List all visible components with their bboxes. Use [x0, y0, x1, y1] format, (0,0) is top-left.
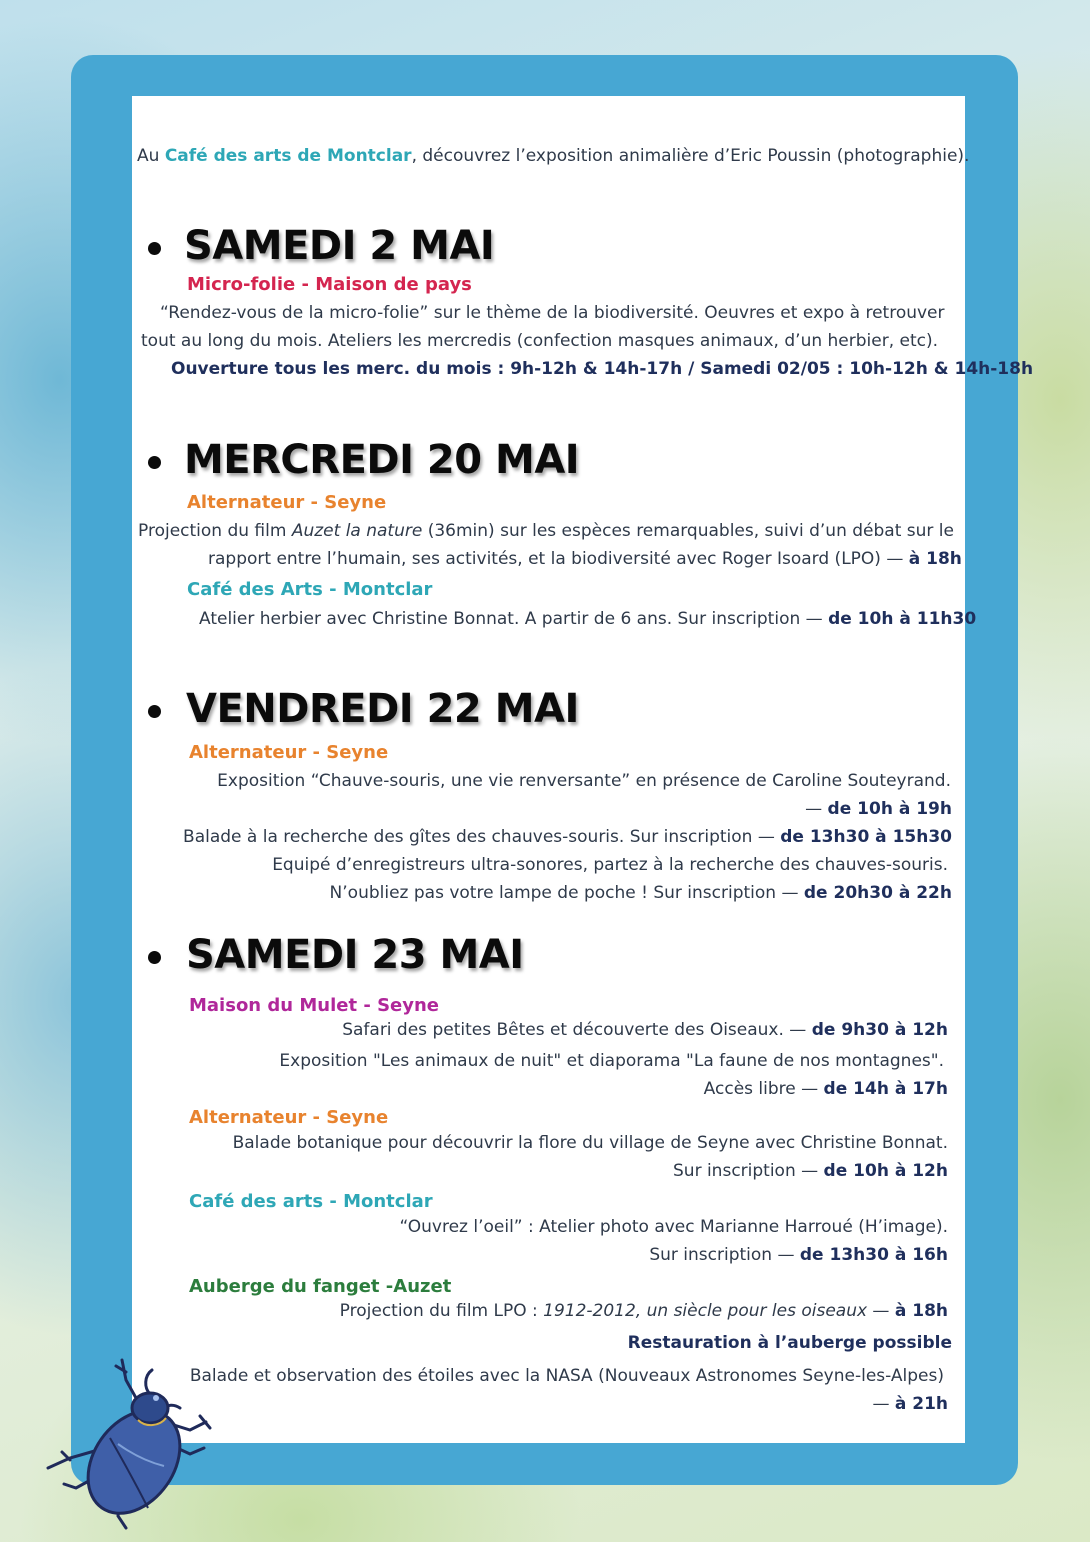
ultra-time: de 20h30 à 22h	[803, 883, 952, 903]
intro-suffix: , découvrez l’exposition animalière d’Eric Poussin (photographie).	[411, 146, 970, 166]
lpo-prefix: Projection du film LPO :	[339, 1301, 544, 1321]
expo-dash: —	[805, 799, 828, 819]
photo-time: de 13h30 à 16h	[799, 1245, 948, 1265]
venue-auberge-du-fanget: Auberge du fanget -Auzet	[189, 1276, 452, 1297]
venue-micro-folie: Micro-folie - Maison de pays	[187, 274, 472, 295]
balade-time: de 13h30 à 15h30	[780, 827, 952, 847]
acces-line	[704, 1078, 948, 1100]
etoiles-time: à 21h	[894, 1394, 948, 1414]
film-prefix: Projection du film	[138, 521, 292, 541]
intro-prefix: Au	[137, 146, 165, 166]
restauration-line: Restauration à l’auberge possible	[627, 1333, 952, 1353]
venue-cafe-des-arts: Café des Arts - Montclar	[187, 579, 433, 600]
bota-insc-line	[673, 1160, 948, 1182]
acces-time: de 14h à 17h	[823, 1079, 948, 1099]
desc-line: tout au long du mois. Ateliers les mercredis (confection masques animaux, d’un herbier, etc).	[141, 331, 939, 351]
day-bullet	[148, 951, 161, 964]
day-bullet	[148, 456, 161, 469]
day-title-vendredi-22: VENDREDI 22 MAI	[186, 686, 579, 732]
film-line2-text: rapport entre l’humain, ses activités, et la biodiversité avec Roger Isoard (LPO) —	[208, 549, 909, 569]
atelier-line	[199, 608, 976, 630]
film-title: Auzet la nature	[291, 521, 423, 541]
etoiles-dash: —	[872, 1394, 895, 1414]
etoiles-time-line	[872, 1393, 948, 1415]
film-line	[138, 520, 954, 542]
photo-line: “Ouvrez l’oeil” : Atelier photo avec Marianne Harroué (H’image).	[399, 1217, 948, 1237]
ultra-line-1: Equipé d’enregistreurs ultra-sonores, partez à la recherche des chauves-souris.	[272, 855, 948, 875]
expo-time-line	[805, 798, 952, 820]
safari-line	[342, 1019, 948, 1041]
venue-alternateur: Alternateur - Seyne	[189, 742, 389, 763]
ultra-line-2	[330, 882, 952, 904]
hours-line: Ouverture tous les merc. du mois : 9h-12h & 14h-17h / Samedi 02/05 : 10h-12h & 14h-18h	[171, 359, 1034, 379]
expo-line: Exposition “Chauve-souris, une vie renversante” en présence de Caroline Souteyrand.	[217, 771, 951, 791]
balade-line	[183, 826, 952, 848]
nuit-line: Exposition "Les animaux de nuit" et diaporama "La faune de nos montagnes".	[279, 1051, 944, 1071]
film-time: à 18h	[908, 549, 962, 569]
lpo-time: à 18h	[894, 1301, 948, 1321]
day-bullet	[148, 242, 161, 255]
acces-text: Accès libre —	[703, 1079, 824, 1099]
etoiles-line: Balade et observation des étoiles avec la NASA (Nouveaux Astronomes Seyne-les-Alpes)	[189, 1366, 944, 1386]
expo-time: de 10h à 19h	[827, 799, 952, 819]
day-title-samedi-2: SAMEDI 2 MAI	[184, 223, 495, 269]
venue-alternateur: Alternateur - Seyne	[189, 1107, 389, 1128]
ultra-text: N’oubliez pas votre lampe de poche ! Sur inscription —	[329, 883, 804, 903]
venue-alternateur: Alternateur - Seyne	[187, 492, 387, 513]
lpo-title: 1912-2012, un siècle pour les oiseaux	[543, 1301, 868, 1321]
intro-line	[137, 145, 969, 167]
bota-time: de 10h à 12h	[823, 1161, 948, 1181]
photo-insc-line	[649, 1244, 948, 1266]
balade-text: Balade à la recherche des gîtes des chauves-souris. Sur inscription —	[183, 827, 781, 847]
day-bullet	[148, 705, 161, 718]
safari-text: Safari des petites Bêtes et découverte des Oiseaux. —	[342, 1020, 812, 1040]
venue-maison-du-mulet: Maison du Mulet - Seyne	[189, 995, 439, 1016]
venue-cafe-des-arts: Café des arts - Montclar	[189, 1191, 433, 1212]
film-line-2	[208, 548, 962, 570]
safari-time: de 9h30 à 12h	[811, 1020, 948, 1040]
film-suffix: (36min) sur les espèces remarquables, suivi d’un débat sur le	[422, 521, 954, 541]
atelier-time: de 10h à 11h30	[828, 609, 977, 629]
photo-insc-text: Sur inscription —	[649, 1245, 800, 1265]
lpo-line	[340, 1300, 948, 1322]
day-title-mercredi-20: MERCREDI 20 MAI	[184, 437, 580, 483]
day-title-samedi-23: SAMEDI 23 MAI	[186, 932, 524, 978]
botanique-line: Balade botanique pour découvrir la flore du village de Seyne avec Christine Bonnat.	[232, 1133, 948, 1153]
atelier-text: Atelier herbier avec Christine Bonnat. A partir de 6 ans. Sur inscription —	[199, 609, 829, 629]
intro-venue: Café des arts de Montclar	[164, 146, 412, 166]
bota-insc-text: Sur inscription —	[673, 1161, 824, 1181]
desc-line: “Rendez-vous de la micro-folie” sur le thème de la biodiversité. Oeuvres et expo à retrouver	[160, 303, 945, 323]
lpo-dash: —	[867, 1301, 895, 1321]
beetle-icon	[40, 1358, 220, 1533]
